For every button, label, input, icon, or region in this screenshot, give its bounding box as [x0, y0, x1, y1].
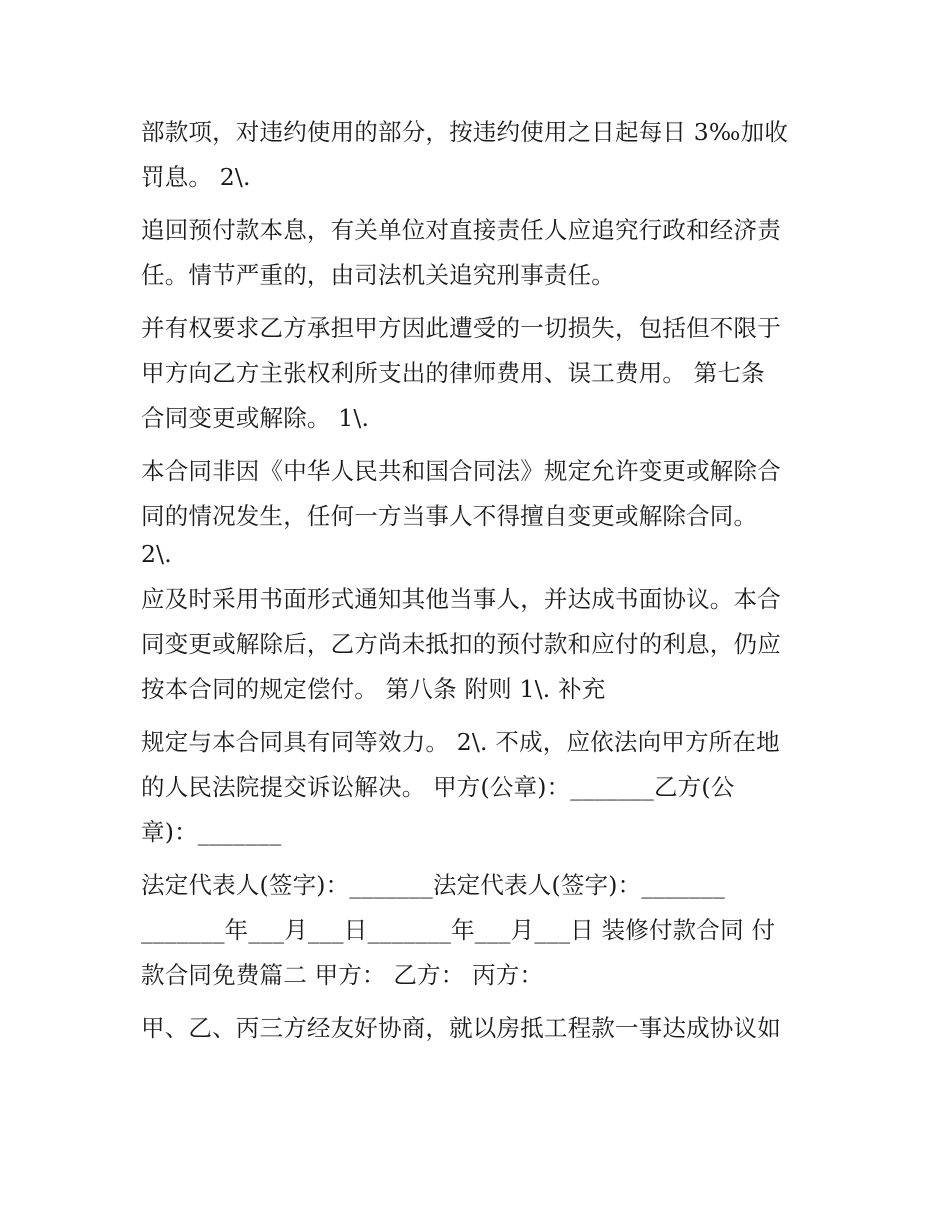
text-line: 章)：_______ [141, 818, 282, 846]
text-line: 任。情节严重的，由司法机关追究刑事责任。 [141, 261, 615, 289]
text-line: 法定代表人(签字)：_______法定代表人(签字)：_______ [141, 871, 725, 899]
text-line: 并有权要求乙方承担甲方因此遭受的一切损失，包括但不限于 [141, 314, 781, 342]
text-line: 追回预付款本息，有关单位对直接责任人应追究行政和经济责 [141, 216, 781, 244]
text-line: 2\. [141, 540, 172, 568]
text-line: 本合同非因《中华人民共和国合同法》规定允许变更或解除合 [141, 457, 781, 485]
text-line: 规定与本合同具有同等效力。 2\. 不成，应依法向甲方所在地 [141, 728, 780, 756]
text-line: _______年___月___日_______年___月___日 装修付款合同 付 [141, 916, 776, 944]
text-line: 合同变更或解除。 1\. [141, 404, 370, 432]
text-line: 的人民法院提交诉讼解决。 甲方(公章)：_______乙方(公 [141, 773, 735, 801]
text-line: 按本合同的规定偿付。 第八条 附则 1\. 补充 [141, 675, 606, 703]
text-line: 部款项，对违约使用的部分，按违约使用之日起每日 3‰加收 [141, 118, 789, 146]
document-body [141, 110, 821, 1051]
text-line: 甲方向乙方主张权利所支出的律师费用、误工费用。 第七条 [141, 359, 765, 387]
text-line: 罚息。 2\. [141, 163, 251, 191]
text-line: 同变更或解除后，乙方尚未抵扣的预付款和应付的利息，仍应 [141, 630, 781, 658]
text-line: 甲、乙、丙三方经友好协商，就以房抵工程款一事达成协议如 [141, 1014, 781, 1042]
text-line: 应及时采用书面形式通知其他当事人，并达成书面协议。本合 [141, 585, 781, 613]
text-line: 同的情况发生，任何一方当事人不得擅自变更或解除合同。 [141, 502, 758, 530]
text-line: 款合同免费篇二 甲方： 乙方： 丙方： [141, 961, 544, 989]
